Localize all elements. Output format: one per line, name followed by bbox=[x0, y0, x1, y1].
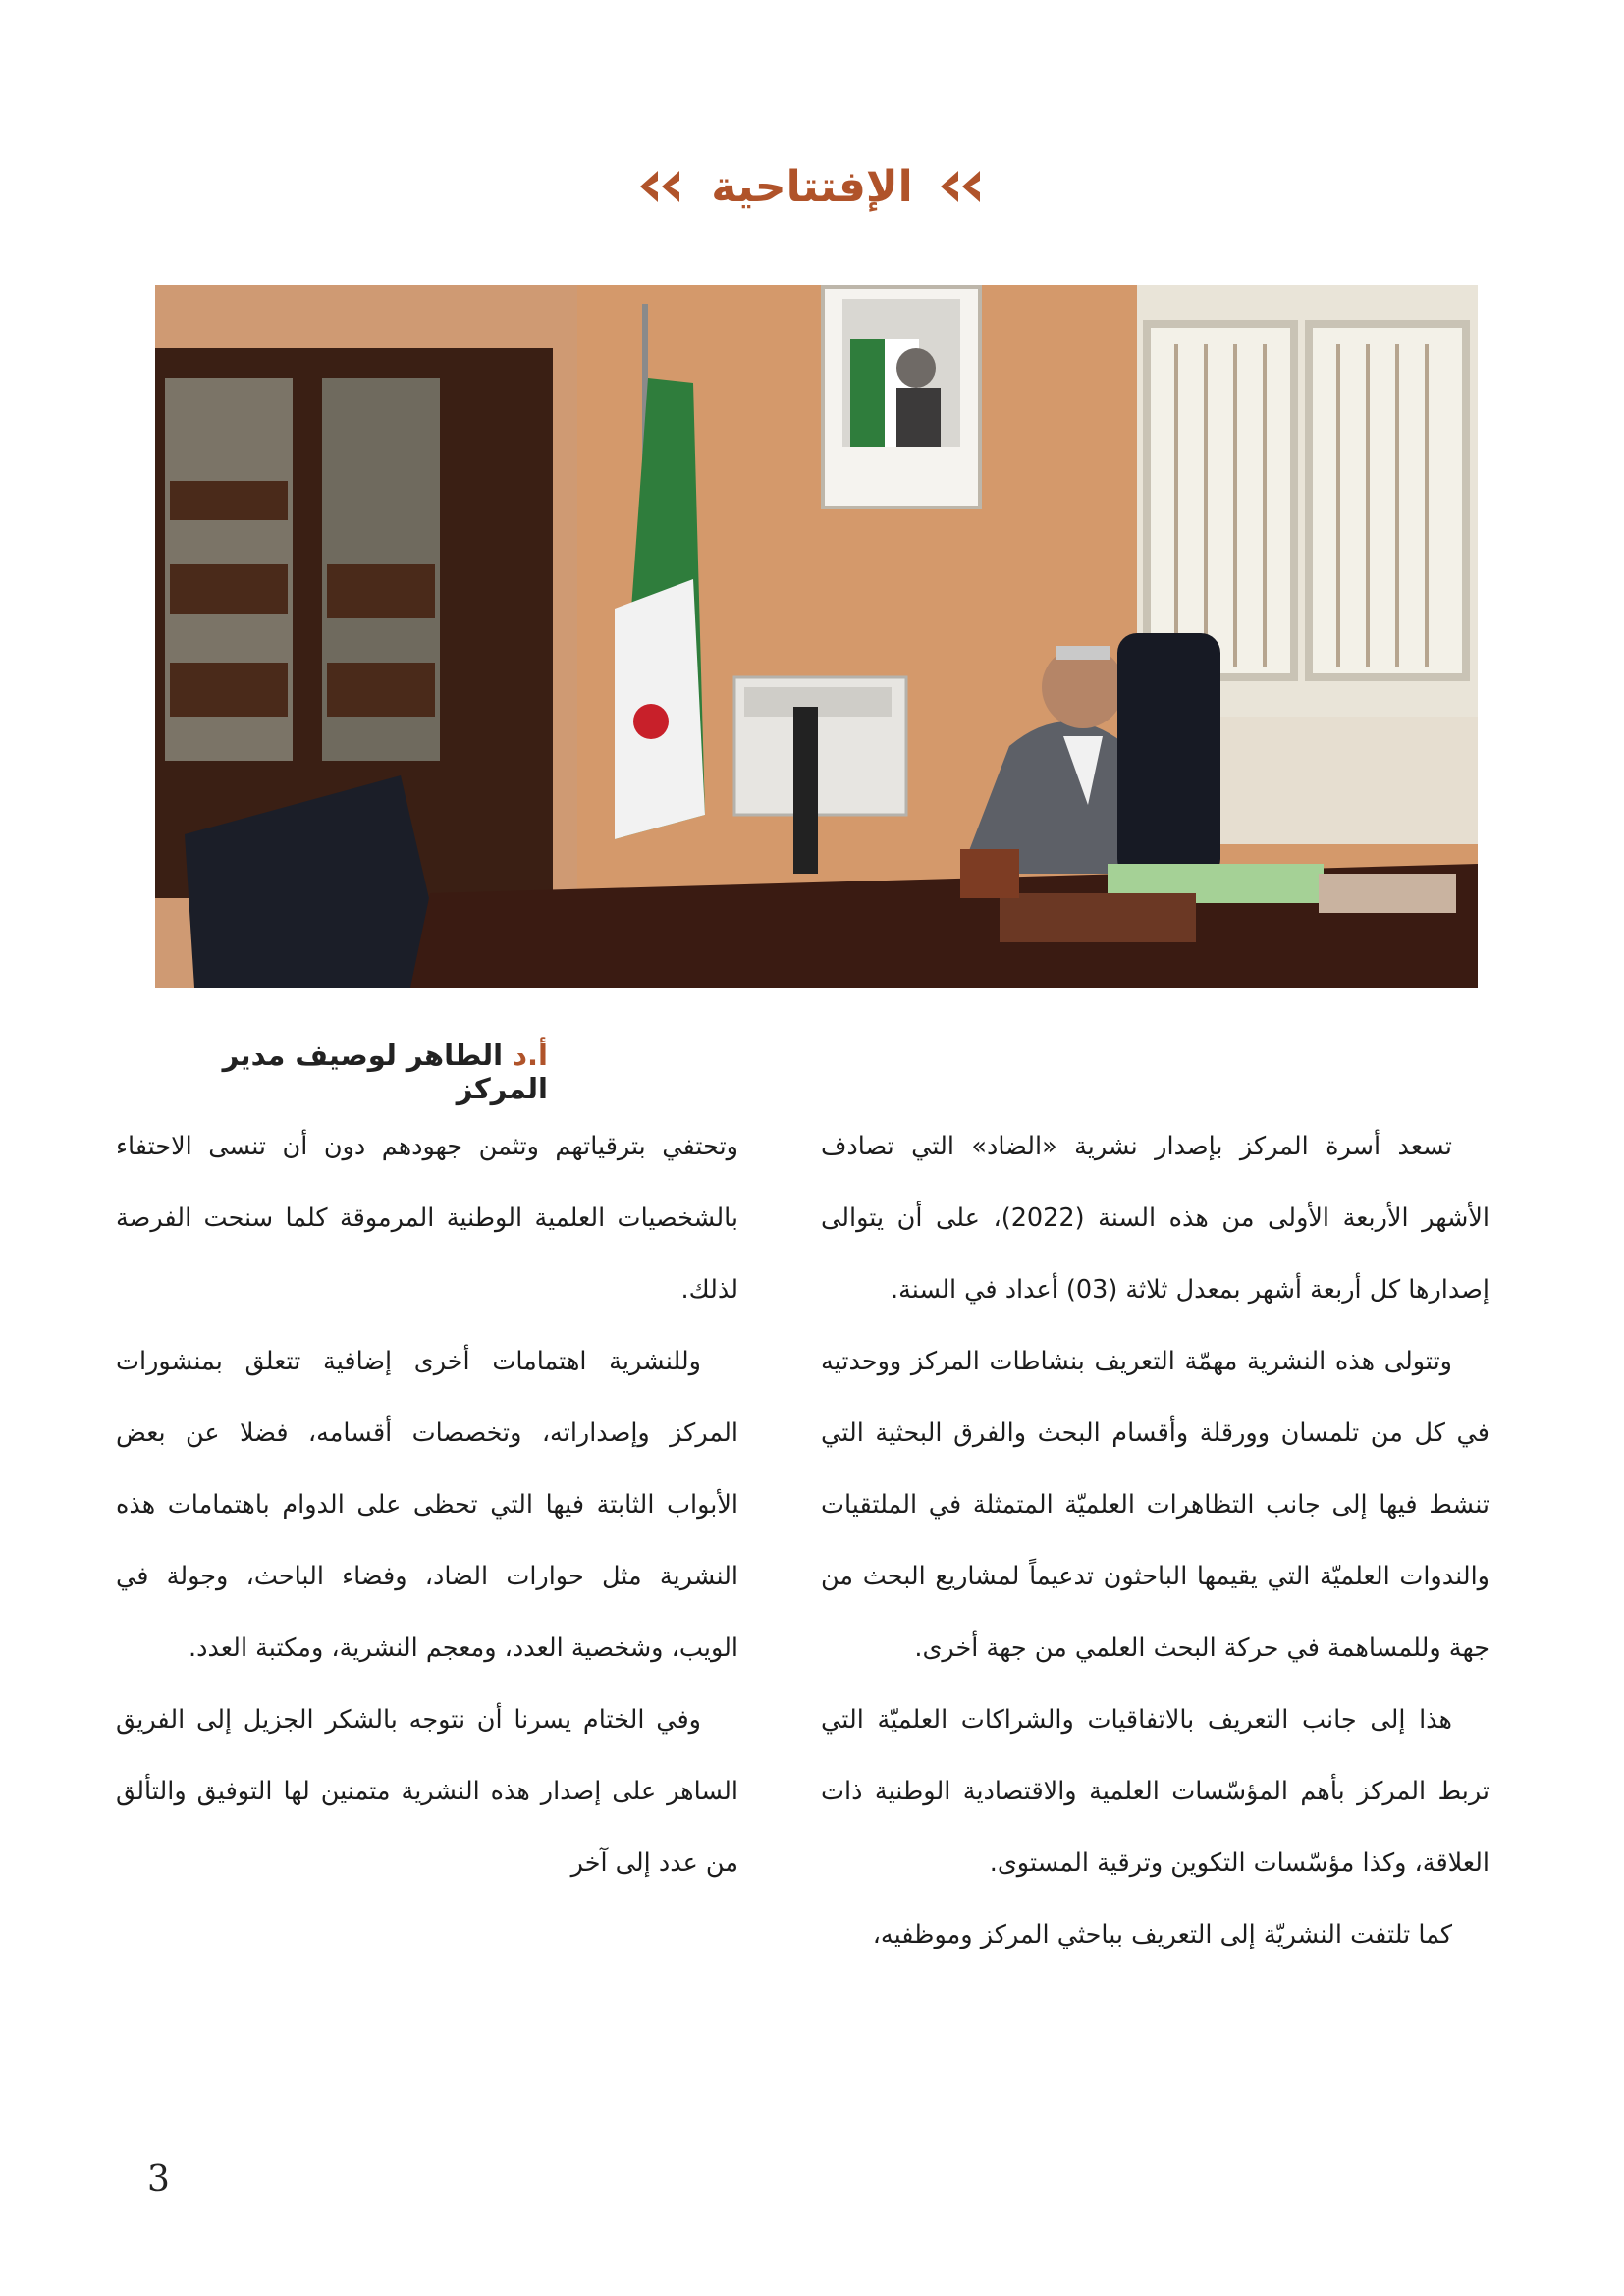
page-title: الإفتتاحية bbox=[711, 161, 913, 212]
paragraph: وتحتفي بترقياتهم وتثمن جهودهم دون أن تنسى الاحتفاء بالشخصيات العلمية الوطنية المرموقة كلما سنحت الفرصة لذلك. bbox=[116, 1132, 738, 1305]
page-number: 3 bbox=[147, 2160, 170, 2200]
author-title: أ.د bbox=[513, 1039, 548, 1072]
director-office-photo bbox=[155, 285, 1478, 988]
article-column-left bbox=[116, 1111, 738, 1899]
double-chevron-left-icon bbox=[634, 167, 689, 206]
paragraph: وللنشرية اهتمامات أخرى إضافية تتعلق بمنشورات المركز وإصداراته، وتخصصات أقسامه، فضلا عن بعض الأبواب الثابتة فيها التي تحظى على الدوام باهتمامات هذه النشرية مثل حوارات الضاد، وفضاء الباحث، وجولة في الويب، وشخصية العدد، ومعجم النشرية، ومكتبة العدد. bbox=[116, 1347, 738, 1663]
paragraph: هذا إلى جانب التعريف بالاتفاقيات والشراكات العلميّة التي تربط المركز بأهم المؤسّسات العلمية والاقتصادية الوطنية ذات العلاقة، وكذا مؤسّسات التكوين وترقية المستوى. bbox=[821, 1705, 1489, 1878]
paragraph: تسعد أسرة المركز بإصدار نشرية «الضاد» التي تصادف الأشهر الأربعة الأولى من هذه السنة (2022)، على أن يتوالى إصدارها كل أربعة أشهر بمعدل ثلاثة (03) أعداد في السنة. bbox=[821, 1132, 1489, 1305]
article-column-right bbox=[821, 1111, 1489, 1971]
author-name: الطاهر لوصيف مدير المركز bbox=[222, 1039, 548, 1105]
double-chevron-left-icon bbox=[935, 167, 990, 206]
section-header bbox=[0, 157, 1624, 216]
paragraph: كما تلتفت النشريّة إلى التعريف بباحثي المركز وموظفيه، bbox=[872, 1920, 1452, 1949]
paragraph: وفي الختام يسرنا أن نتوجه بالشكر الجزيل إلى الفريق الساهر على إصدار هذه النشرية متمنين لها التوفيق والتألق من عدد إلى آخر bbox=[116, 1705, 738, 1878]
author-line bbox=[155, 1039, 548, 1105]
paragraph: وتتولى هذه النشرية مهمّة التعريف بنشاطات المركز ووحدتيه في كل من تلمسان وورقلة وأقسام البحث والفرق البحثية التي تنشط فيها إلى جانب التظاهرات العلميّة المتمثلة في الملتقيات والندوات العلميّة التي يقيمها الباحثون تدعيماً لمشاريع البحث من جهة وللمساهمة في حركة البحث العلمي من جهة أخرى. bbox=[821, 1347, 1489, 1663]
